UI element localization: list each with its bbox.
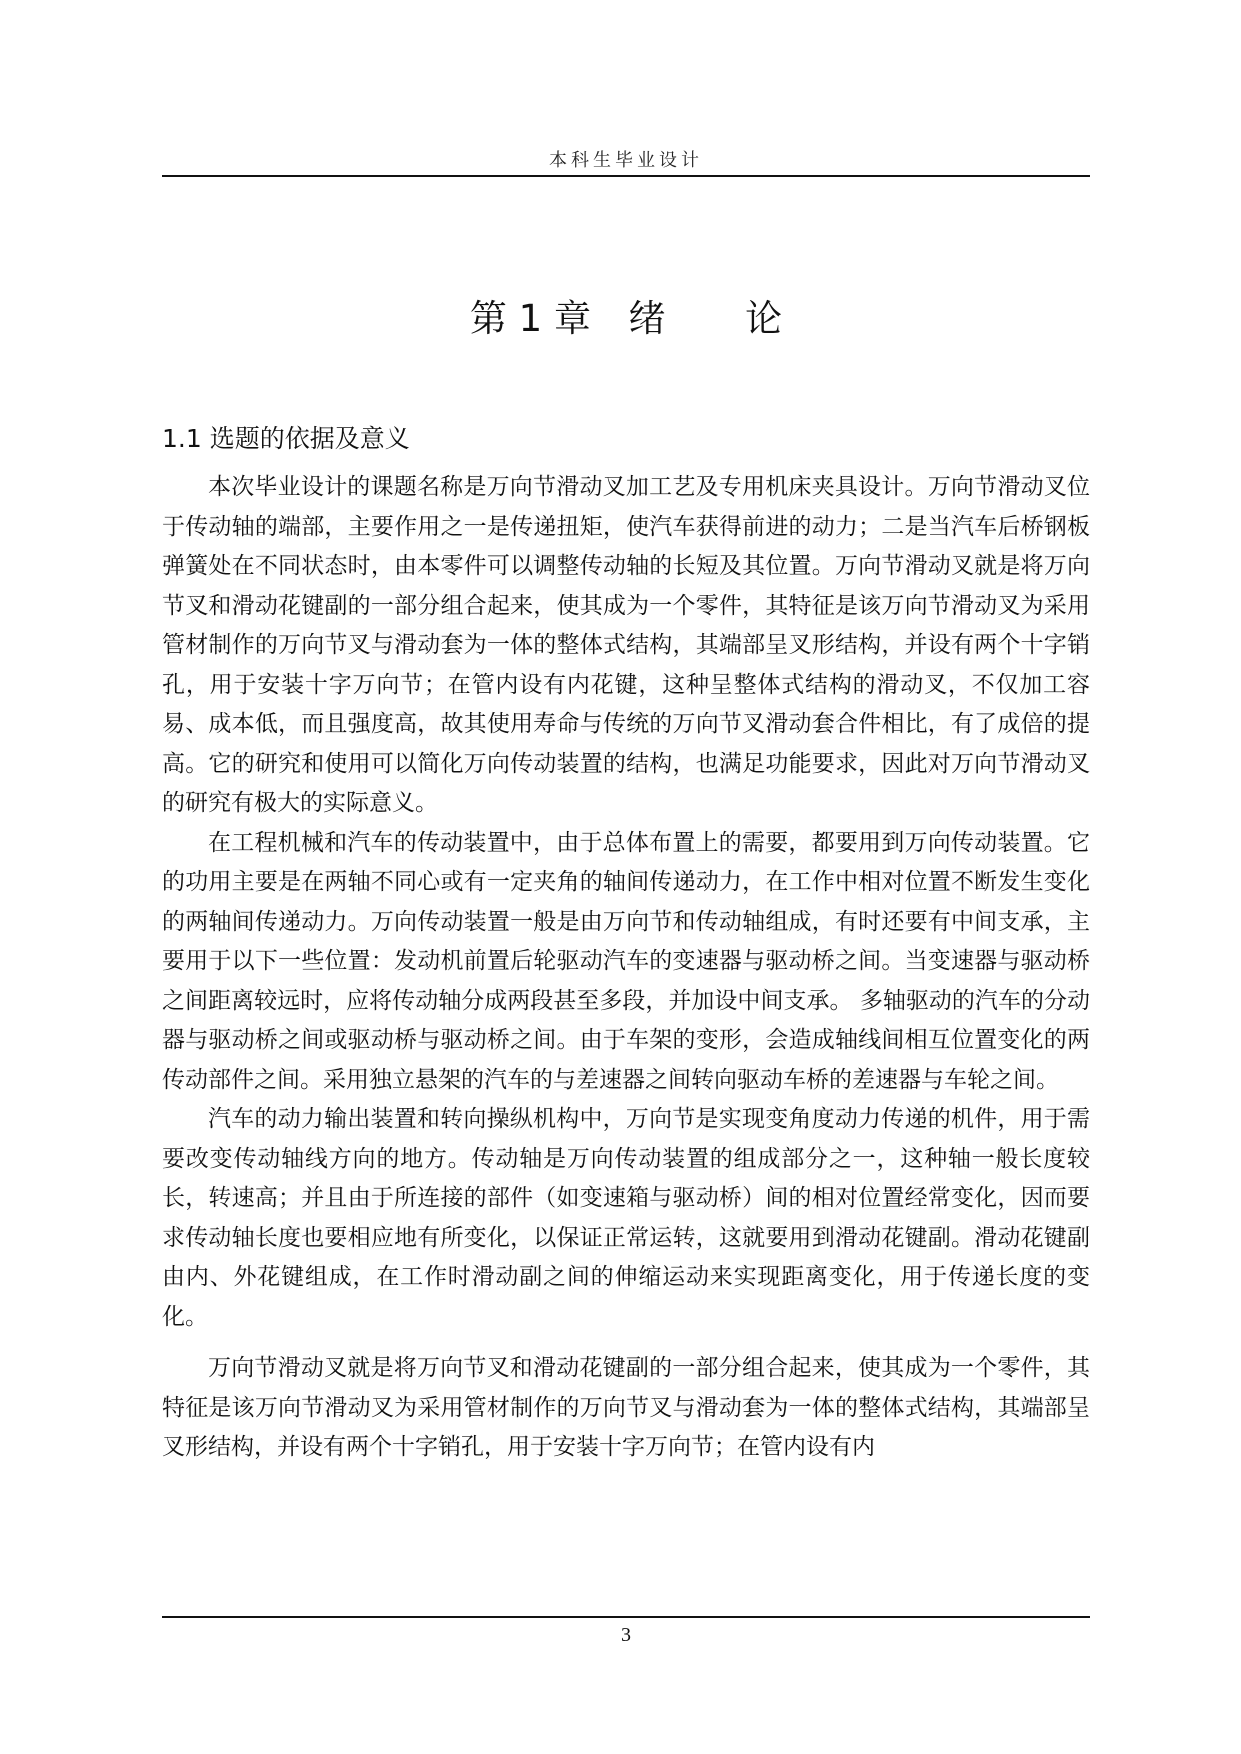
chapter-title-part1: 绪 [628, 297, 666, 340]
footer-rule [162, 1616, 1090, 1618]
chapter-label: 第 1 章 [469, 297, 591, 340]
paragraph: 汽车的动力输出装置和转向操纵机构中，万向节是实现变角度动力传递的机件，用于需要改变传动轴线方向的地方。传动轴是万向传动装置的组成部分之一，这种轴一般长度较长，转速高；并且由于所连接的部件（如变速箱与驱动桥）间的相对位置经常变化，因而要求传动轴长度也要相应地有所变化，以保证正常运转，这就要用到滑动花键副。滑动花键副由内、外花键组成，在工作时滑动副之间的伸缩运动来实现距离变化，用于传递长度的变化。 [162, 1106, 1090, 1330]
header-rule [162, 175, 1090, 177]
running-header: 本科生毕业设计 [549, 150, 703, 171]
paragraph: 在工程机械和汽车的传动装置中，由于总体布置上的需要，都要用到万向传动装置。它的功用主要是在两轴不同心或有一定夹角的轴间传递动力，在工作中相对位置不断发生变化的两轴间传递动力。万向传动装置一般是由万向节和传动轴组成，有时还要有中间支承，主要用于以下一些位置：发动机前置后轮驱动汽车的变速器与驱动桥之间。当变速器与驱动桥之间距离较远时，应将传动轴分成两段甚至多段，并加设中间支承。 多轴驱动的汽车的分动器与驱动桥之间或驱动桥与驱动桥之间。由于车架的变形，会造成轴线间相互位置变化的两传动部件之间。采用独立悬架的汽车的与差速器之间转向驱动车桥的差速器与车轮之间。 [162, 829, 1090, 1093]
section-heading: 1.1 选题的依据及意义 [162, 424, 410, 453]
paragraph: 本次毕业设计的课题名称是万向节滑动叉加工艺及专用机床夹具设计。万向节滑动叉位于传动轴的端部，主要作用之一是传递扭矩，使汽车获得前进的动力；二是当汽车后桥钢板弹簧处在不同状态时，由本零件可以调整传动轴的长短及其位置。万向节滑动叉就是将万向节叉和滑动花键副的一部分组合起来，使其成为一个零件，其特征是该万向节滑动叉为采用管材制作的万向节叉与滑动套为一体的整体式结构，其端部呈叉形结构，并设有两个十字销孔，用于安装十字万向节；在管内设有内花键，这种呈整体式结构的滑动叉，不仅加工容易、成本低，而且强度高，故其使用寿命与传统的万向节叉滑动套合件相比，有了成倍的提高。它的研究和使用可以简化万向传动装置的结构，也满足功能要求，因此对万向节滑动叉的研究有极大的实际意义。 [162, 474, 1090, 816]
chapter-title [162, 288, 1090, 342]
chapter-title-part2: 论 [745, 297, 783, 340]
body-text [162, 468, 1090, 1468]
page-number: 3 [621, 1624, 631, 1646]
paragraph: 万向节滑动叉就是将万向节叉和滑动花键副的一部分组合起来，使其成为一个零件，其特征是该万向节滑动叉为采用管材制作的万向节叉与滑动套为一体的整体式结构，其端部呈叉形结构，并设有两个十字销孔，用于安装十字万向节；在管内设有内 [162, 1355, 1090, 1460]
